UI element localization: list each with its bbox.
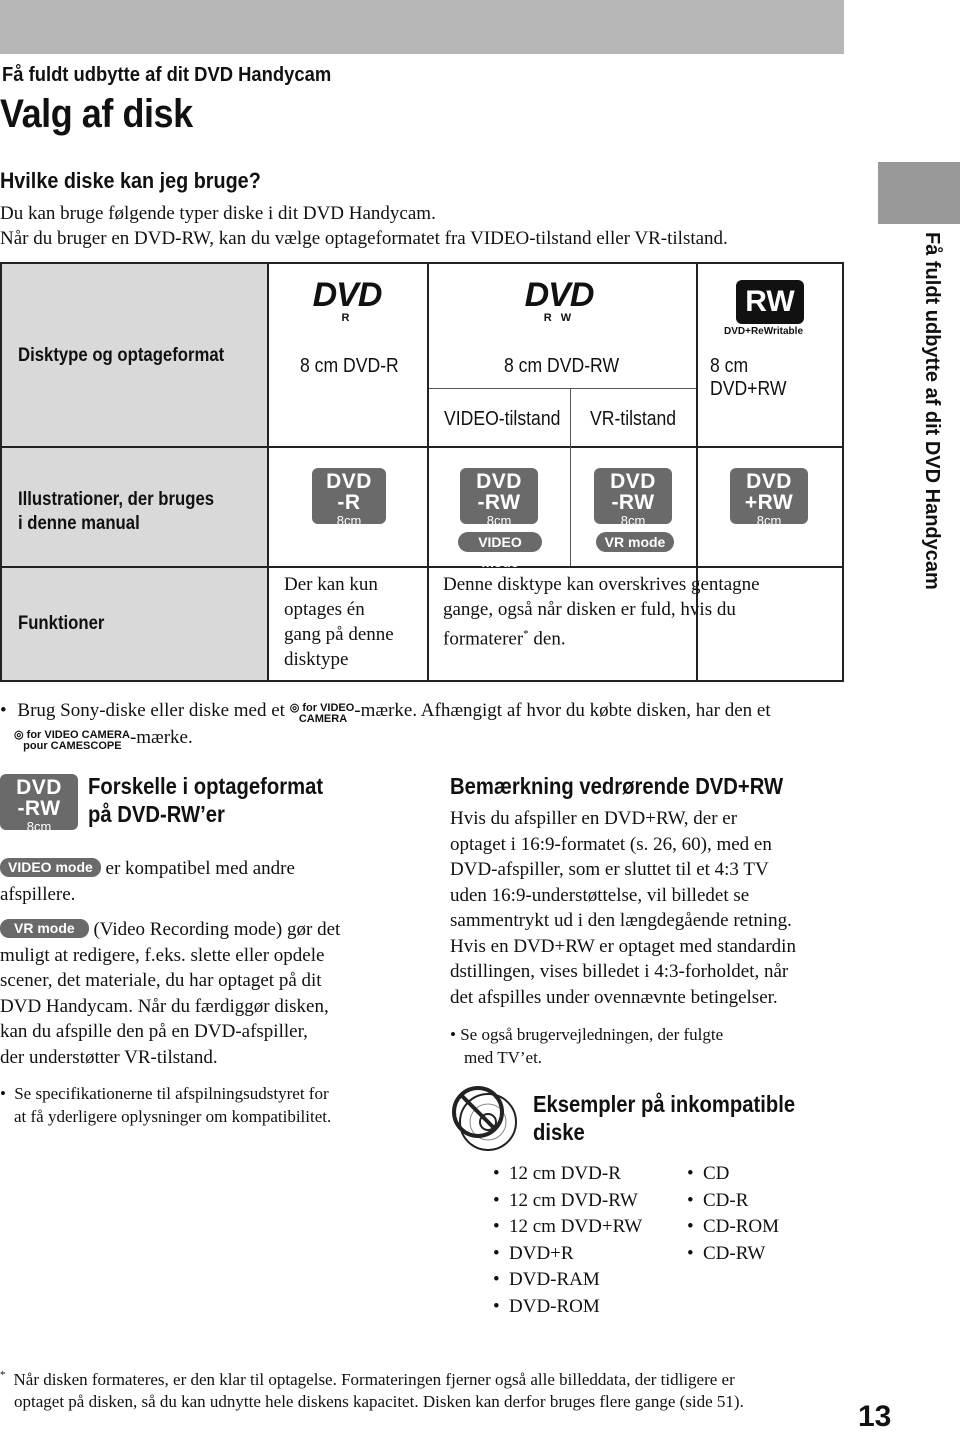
- dvd-rw-video-icon: DVD -RW 8cm: [460, 468, 538, 524]
- rw-function: Denne disktype kan overskrives gentagne gange, også når disken er fuld, hvis du formaterer* den.: [443, 574, 760, 650]
- formats-body: VIDEO mode er kompatibel med andre afspillere. VR mode (Video Recording mode) gør det muligt at redigere, f.eks. slette eller opdele scener, det materiale, du har optaget på dit DVD Handycam. Når du færdiggør disken, kan du afspille den på en DVD-afspiller, der understøtter VR-tilstand.: [0, 858, 341, 1068]
- col-video-mode: VIDEO-tilstand: [444, 408, 561, 430]
- video-mode-badge-inline: VIDEO mode: [0, 858, 101, 877]
- col-dvd-r: 8 cm DVD-R: [300, 355, 399, 377]
- dvd-plus-rw-icon: DVD +RW 8cm: [730, 468, 808, 524]
- row-label-type: Disktype og optageformat: [18, 345, 225, 366]
- row-label-functions: Funktioner: [18, 613, 105, 634]
- tv-note: • Se også brugervejledningen, der fulgte med TV’et.: [450, 1025, 724, 1067]
- col-dvd-plus-rw: 8 cm DVD+RW: [710, 355, 787, 400]
- list-item: • 12 cm DVD-RW: [493, 1188, 642, 1215]
- dvd-rw-logo: DVD R W: [524, 276, 594, 324]
- dvd-r-logo: DVD R: [312, 276, 382, 324]
- incompatible-list-a: [493, 1161, 642, 1320]
- dvdrw-note-heading: Bemærkning vedrørende DVD+RW: [450, 773, 784, 799]
- side-tab-label: Få fuldt udbytte af dit DVD Handycam: [921, 232, 943, 590]
- intro-line-2: Når du bruger en DVD-RW, kan du vælge optageformatet fra VIDEO-tilstand eller VR-tilstand.: [0, 228, 728, 249]
- disc-type-table: [0, 262, 844, 682]
- intro-line-1: Du kan bruge følgende typer diske i dit DVD Handycam.: [0, 203, 436, 224]
- video-camera-logo: ◎ for VIDEO CAMERA: [289, 702, 355, 725]
- playback-note: • Se specifikationerne til afspilningsudstyret for at få yderligere oplysninger om kompatibilitet.: [0, 1084, 332, 1126]
- col-dvd-rw: 8 cm DVD-RW: [504, 355, 620, 377]
- dvd-rw-icon: DVD -RW 8cm: [0, 774, 78, 830]
- dvd-rw-vr-icon: DVD -RW 8cm: [594, 468, 672, 524]
- list-item: • CD-ROM: [687, 1214, 779, 1241]
- question-heading: Hvilke diske kan jeg bruge?: [0, 168, 261, 193]
- list-item: • DVD+R: [493, 1241, 642, 1268]
- dvdrw-note-body: Hvis du afspiller en DVD+RW, der er optaget i 16:9-formatet (s. 26, 60), med en DVD-afspiller, som er sluttet til et 4:3 TV uden 16:9-understøttelse, vil billedet se sammentrykt ud i den længdegående retning. Hvis en DVD+RW er optaget med standardin dstillingen, vises billedet i 4:3-forholdet, når det afspilles under ovennævnte betingelser.: [450, 808, 796, 1008]
- page-title: Valg af disk: [0, 92, 193, 136]
- formats-heading: Forskelle i optageformat på DVD-RW’er: [88, 773, 324, 827]
- side-tab-marker: [878, 162, 960, 224]
- footnote: * Når disken formateres, er den klar til optagelse. Formateringen fjerner også alle billeddata, der tidligere er optaget på disken, så du kan udnytte hele diskens kapacitet. Disken kan derfor bruges flere gange (side 51).: [0, 1369, 744, 1411]
- vr-mode-badge-inline: VR mode: [0, 919, 89, 938]
- row-label-illus-1: Illustrationer, der bruges: [18, 489, 215, 510]
- list-item: • 12 cm DVD+RW: [493, 1214, 642, 1241]
- list-item: • DVD-ROM: [493, 1294, 642, 1321]
- dvd-r-icon: DVD -R 8cm: [312, 468, 386, 524]
- list-item: • 12 cm DVD-R: [493, 1161, 642, 1188]
- row-label-illus-2: i denne manual: [18, 513, 140, 534]
- rw-logo: RW: [736, 280, 804, 324]
- list-item: • CD-RW: [687, 1241, 779, 1268]
- brand-note: • Brug Sony-diske eller diske med et ◎ for VIDEO CAMERA -mærke. Afhængigt af hvor du købte disken, har den et ◎ for VIDEO CAMERA pour CAMESCOPE -mærke.: [0, 700, 771, 752]
- list-item: • CD-R: [687, 1188, 779, 1215]
- top-bar: [0, 0, 844, 54]
- list-item: • DVD-RAM: [493, 1267, 642, 1294]
- camescope-logo: ◎ for VIDEO CAMERA pour CAMESCOPE: [14, 729, 130, 752]
- page-number: 13: [858, 1400, 892, 1433]
- incompatible-list-b: [687, 1161, 779, 1267]
- section-label: Få fuldt udbytte af dit DVD Handycam: [2, 64, 332, 86]
- dvd-r-function: Der kan kun optages én gang på denne disktype: [284, 574, 394, 670]
- video-mode-badge: VIDEO mode: [458, 532, 542, 552]
- rewritable-label: DVD+ReWritable: [724, 326, 804, 337]
- incompatible-heading: Eksempler på inkompatible diske: [533, 1091, 796, 1145]
- list-item: • CD: [687, 1161, 779, 1188]
- incompatible-disc-icon: [448, 1082, 522, 1156]
- col-vr-mode: VR-tilstand: [590, 408, 677, 430]
- vr-mode-badge: VR mode: [596, 532, 674, 552]
